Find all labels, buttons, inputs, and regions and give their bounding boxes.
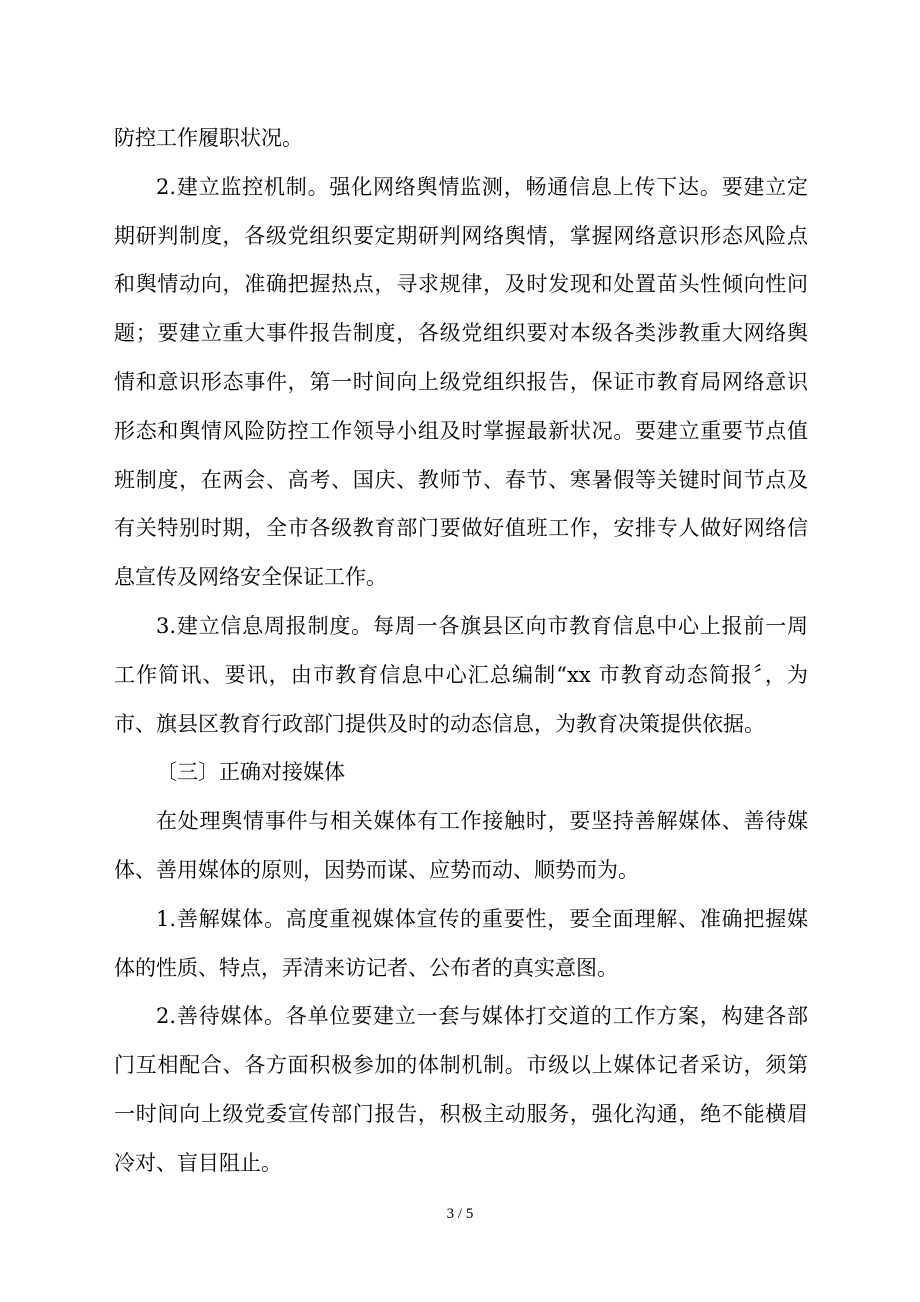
section-heading: 〔三〕正确对接媒体	[156, 760, 345, 785]
text-line: 形态和舆情风险防控工作领导小组及时掌握最新状况。要建立重要节点值	[114, 418, 808, 443]
text-line: 期研判制度，各级党组织要定期研判网络舆情，掌握网络意识形态风险点	[114, 223, 808, 248]
text-line: 班制度，在两会、高考、国庆、教师节、春节、寒暑假等关键时间节点及	[114, 467, 808, 492]
text-line: 市、旗县区教育行政部门提供及时的动态信息，为教育决策提供依据。	[114, 711, 765, 736]
text-line: 和舆情动向，准确把握热点，寻求规律，及时发现和处置苗头性倾向性问	[114, 272, 808, 297]
text-line: 一时间向上级党委宣传部门报告，积极主动服务，强化沟通，绝不能横眉	[114, 1101, 808, 1126]
text-line: 体、善用媒体的原则，因势而谋、应势而动、顺势而为。	[114, 857, 639, 882]
text-line: 3.建立信息周报制度。每周一各旗县区向市教育信息中心上报前一周	[156, 613, 808, 638]
text-line: 1.善解媒体。高度重视媒体宣传的重要性，要全面理解、准确把握媒	[156, 906, 808, 931]
text-line: 息宣传及网络安全保证工作。	[114, 565, 387, 590]
page-number: 3 / 5	[446, 1206, 474, 1222]
text-line: 在处理舆情事件与相关媒体有工作接触时，要坚持善解媒体、善待媒	[156, 809, 808, 834]
text-line: 有关特别时期，全市各级教育部门要做好值班工作，安排专人做好网络信	[114, 516, 808, 541]
text-line: 门互相配合、各方面积极参加的体制机制。市级以上媒体记者采访，须第	[114, 1053, 808, 1078]
text-line: 题；要建立重大事件报告制度，各级党组织要对本级各类涉教重大网络舆	[114, 321, 808, 346]
text-line: 防控工作履职状况。	[114, 126, 303, 150]
text-line: 情和意识形态事件，第一时间向上级党组织报告，保证市教育局网络意识	[114, 369, 808, 394]
body-text	[114, 114, 808, 1188]
text-line: 2.善待媒体。各单位要建立一套与媒体打交道的工作方案，构建各部	[156, 1004, 808, 1029]
text-line: 体的性质、特点，弄清来访记者、公布者的真实意图。	[114, 955, 618, 980]
text-line: 2.建立监控机制。强化网络舆情监测，畅通信息上传下达。要建立定	[156, 174, 808, 199]
text-line: 工作简讯、要讯，由市教育信息中心汇总编制“xx 市教育动态简报〞，为	[114, 662, 808, 687]
text-line: 冷对、盲目阻止。	[114, 1150, 282, 1175]
